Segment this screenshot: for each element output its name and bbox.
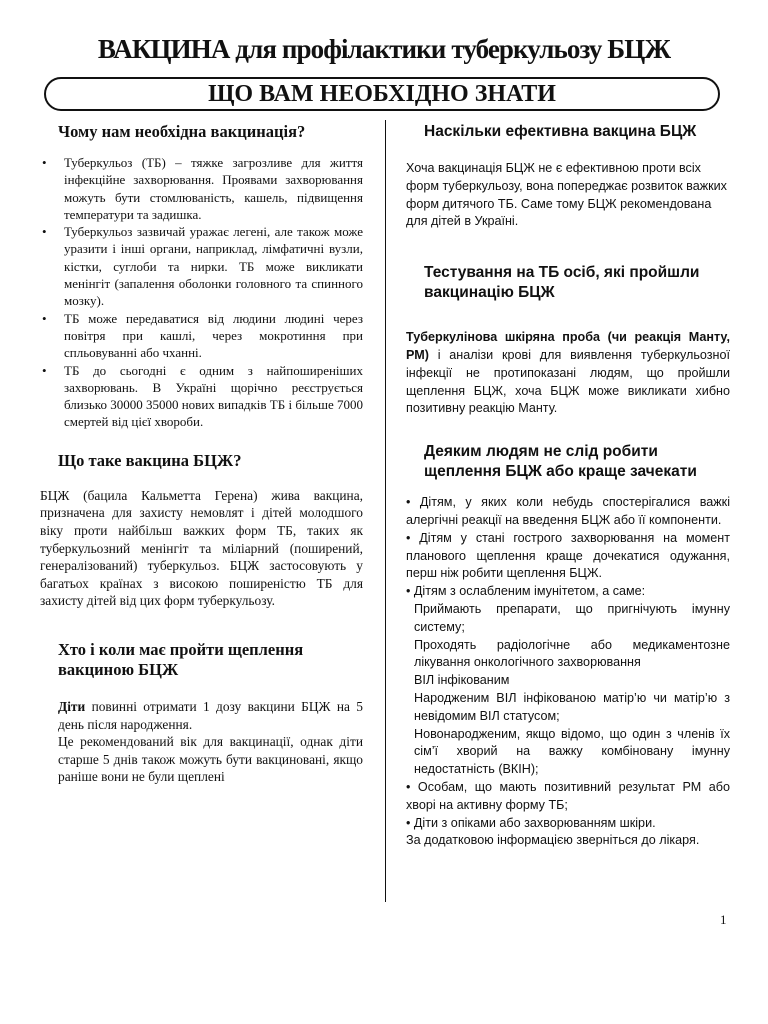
list-item: Проходять радіологічне або медикаментозне лікування онкологічного захворювання (414, 637, 730, 670)
list-item: • Діти з опіками або захворюванням шкіри. (406, 815, 656, 830)
effectiveness-text: Хоча вакцинація БЦЖ не є ефективною проти всіх форм туберкульозу, вона попереджає розвиток важких форм дитячого ТБ. Саме тому БЦЖ рекомендована для дітей в Україні. (406, 161, 727, 229)
what-is-bcg-text: БЦЖ (бацила Кальметта Герена) жива вакцина, призначена для захисту немовлят і дітей молодшого віку проти найбільш важких форм ТБ, таких як туберкульозний менінгіт та міліарний (поширений, генералізований) туберкульоз. БЦЖ застосовують у багатьох країнах з високою поширеністю ТБ для захисту дітей від цих форм туберкульозу. (40, 487, 363, 609)
closing-note: За додатковою інформацією зверніться до лікаря. (406, 833, 700, 848)
document-title: ВАКЦИНА для профілактики туберкульозу БЦЖ (97, 34, 671, 64)
list-item: Новонародженим, якщо відомо, що один з членів їх сім’ї хворий на важку комбіновану імунну недостатність (ВКІН); (414, 726, 730, 777)
list-item: • Туберкульоз (ТБ) – тяжке загрозливе для життя інфекційне захворювання. Проявами захворювання можуть бути стомлюваність, кашель, підвищення температури та задишка. (42, 155, 363, 222)
who-when-text-2: Це рекомендований вік для вакцинації, однак діти старше 5 днів також можуть бути вакциновані, якщо раніше вони не були щеплені (58, 734, 363, 785)
heading-tb-testing: Тестування на ТБ осіб, які пройшли вакцинацію БЦЖ (424, 264, 700, 302)
list-item: • Туберкульоз зазвичай уражає легені, але також може уразити і інші органи, наприклад, лімфатичні вузли, кістки, суглоби та нирки. ТБ може викликати менінгіт (запалення оболонки головного та спинного мозку). (42, 224, 363, 309)
left-column (40, 118, 363, 786)
heading-why-vaccinate: Чому нам необхідна вакцинація? (58, 122, 306, 141)
who-when-text-1: Діти повинні отримати 1 дозу вакцини БЦЖ на 5 день після народження. (58, 698, 363, 732)
list-item: • ТБ до сьогодні є одним з найпоширеніших захворювань. В Україні щорічно реєструється близько 30000 35000 нових випадків ТБ і більше 7000 смертей від цієї хвороби. (42, 362, 363, 430)
list-item: • Дітям з ослабленим імунітетом, а саме: (406, 584, 646, 599)
heading-what-is-bcg: Що таке вакцина БЦЖ? (58, 450, 242, 470)
why-vaccinate-list (40, 154, 363, 431)
heading-who-when: Хто і коли має пройти щеплення вакциною БЦЖ (58, 639, 304, 679)
list-item: • Особам, що мають позитивний результат РМ або хворі на активну форму ТБ; (406, 779, 730, 812)
column-divider (385, 120, 386, 902)
right-column (406, 118, 730, 850)
list-item: Народженим ВІЛ інфікованою матір’ю чи матір’ю з невідомим ВІЛ статусом; (414, 690, 730, 723)
list-item: Приймають препарати, що пригнічують імунну систему; (414, 601, 730, 634)
contraindications-list (406, 494, 730, 850)
list-item: • Дітям, у яких коли небудь спостерігалися важкі алергічні реакції на введення БЦЖ або її компоненти. (406, 495, 730, 527)
list-item: • Дітям у стані гострого захворювання на момент планового щеплення краще дочекатися одужання, перш ніж робити щеплення БЦЖ. (406, 530, 730, 581)
section-banner: ЩО ВАМ НЕОБХІДНО ЗНАТИ (44, 77, 720, 111)
list-item: • ТБ може передаватися від людини людині через повітря при кашлі, через мокротиння при спльовуванні або чханні. (42, 310, 363, 361)
heading-contraindications: Деяким людям не слід робити щеплення БЦЖ або краще зачекати (424, 443, 697, 481)
heading-effectiveness: Наскільки ефективна вакцина БЦЖ (424, 123, 697, 140)
tb-testing-text: Туберкулінова шкіряна проба (чи реакція Манту, РМ) і аналізи крові для виявлення туберкульозної інфекції не протипоказані людям, що пройшли щеплення БЦЖ, хоча БЦЖ може викликати хибно позитивну реакцію Манту. (406, 330, 730, 416)
list-item: ВІЛ інфікованим (414, 673, 510, 688)
page-number: 1 (720, 912, 727, 927)
